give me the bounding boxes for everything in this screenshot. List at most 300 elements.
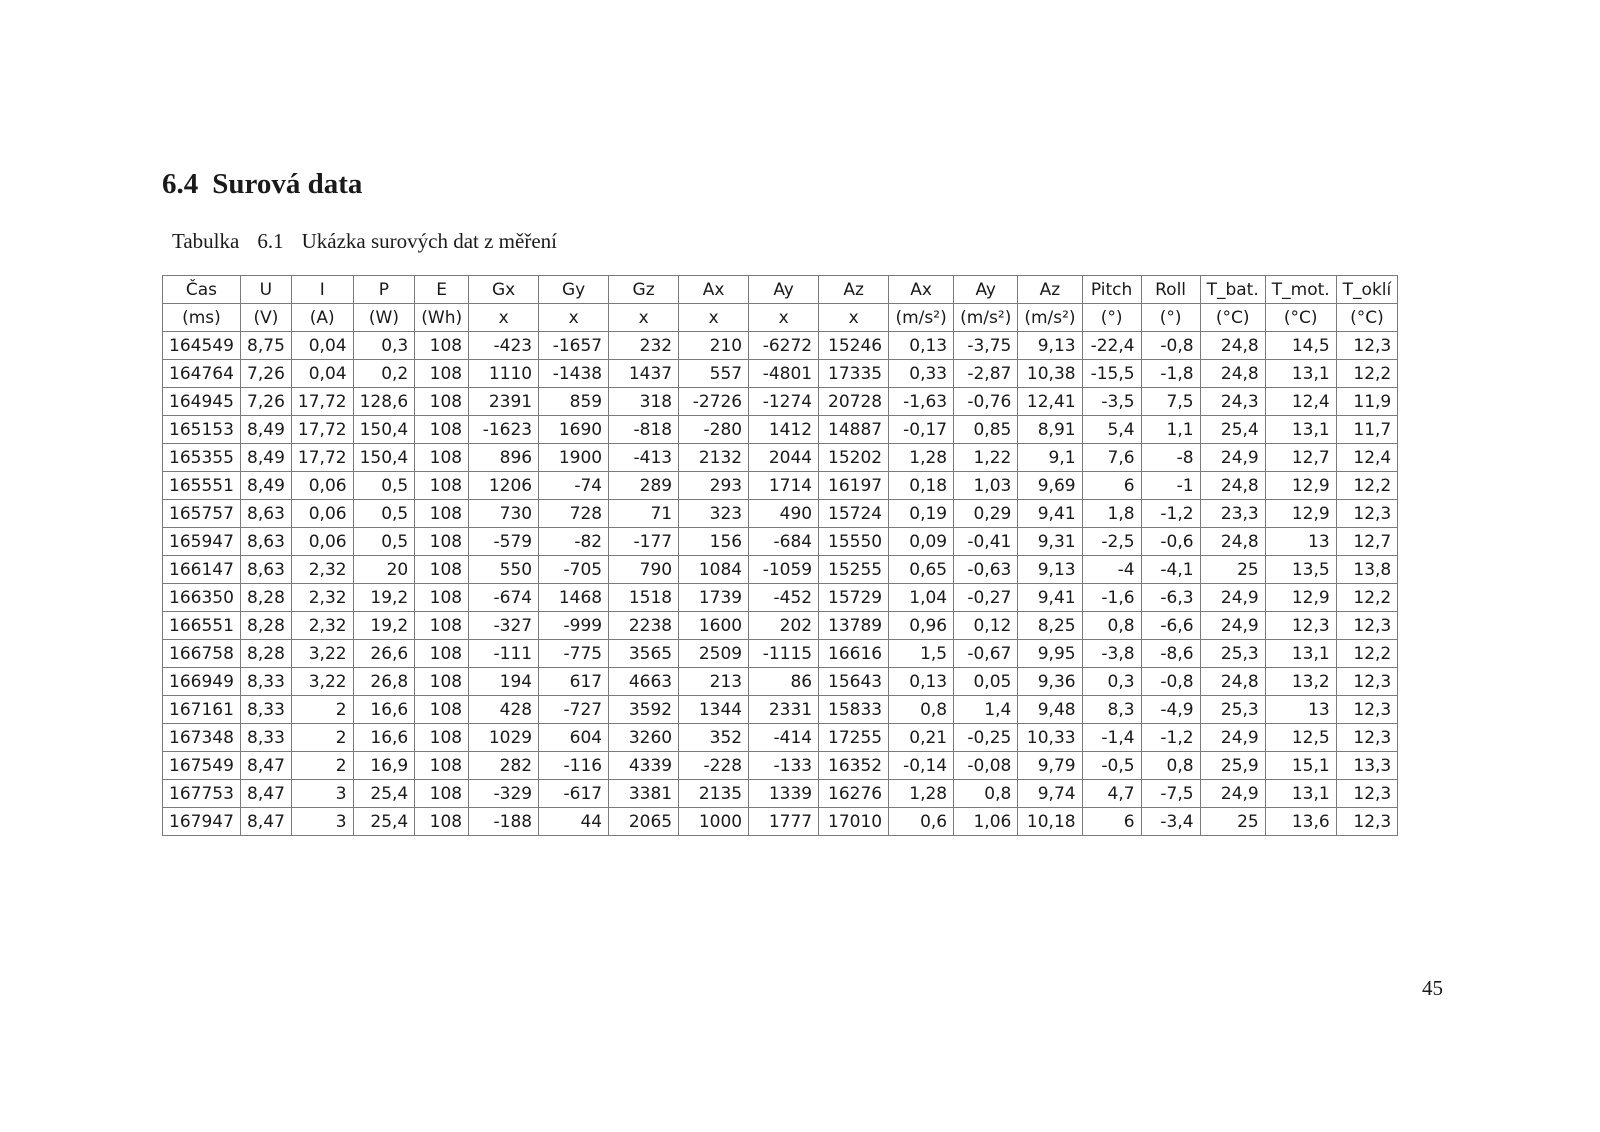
table-cell: 13,1: [1265, 360, 1336, 388]
table-cell: 165551: [163, 472, 241, 500]
table-cell: 1,4: [954, 696, 1018, 724]
table-cell: 293: [679, 472, 749, 500]
table-cell: 1,1: [1141, 416, 1200, 444]
table-cell: 15724: [819, 500, 889, 528]
table-cell: 1,28: [889, 444, 954, 472]
table-cell: 2238: [609, 612, 679, 640]
table-cell: -999: [539, 612, 609, 640]
table-cell: 108: [415, 472, 469, 500]
table-cell: -329: [469, 780, 539, 808]
table-cell: 17,72: [291, 416, 353, 444]
column-unit: x: [469, 304, 539, 332]
table-cell: -74: [539, 472, 609, 500]
table-cell: 86: [749, 668, 819, 696]
table-cell: 8,75: [240, 332, 291, 360]
table-cell: 1600: [679, 612, 749, 640]
table-cell: -280: [679, 416, 749, 444]
column-header: T_bat.: [1200, 276, 1265, 304]
table-cell: 490: [749, 500, 819, 528]
table-row: [163, 556, 1398, 584]
table-cell: 9,41: [1018, 500, 1082, 528]
table-row: [163, 416, 1398, 444]
table-cell: -1059: [749, 556, 819, 584]
table-cell: 0,65: [889, 556, 954, 584]
table-cell: 4339: [609, 752, 679, 780]
table-cell: 24,9: [1200, 724, 1265, 752]
table-cell: -8: [1141, 444, 1200, 472]
table-cell: 8,47: [240, 780, 291, 808]
table-cell: -579: [469, 528, 539, 556]
table-cell: 0,21: [889, 724, 954, 752]
table-cell: 9,74: [1018, 780, 1082, 808]
table-cell: -1623: [469, 416, 539, 444]
table-cell: 202: [749, 612, 819, 640]
table-cell: 352: [679, 724, 749, 752]
table-cell: 3381: [609, 780, 679, 808]
column-header: Gy: [539, 276, 609, 304]
table-cell: -414: [749, 724, 819, 752]
table-cell: 8,47: [240, 808, 291, 836]
table-cell: -6272: [749, 332, 819, 360]
table-cell: 108: [415, 500, 469, 528]
table-cell: 859: [539, 388, 609, 416]
table-cell: 213: [679, 668, 749, 696]
table-cell: 16,9: [353, 752, 415, 780]
column-header: Ax: [889, 276, 954, 304]
table-cell: 8,33: [240, 696, 291, 724]
table-cell: 108: [415, 752, 469, 780]
table-cell: 12,41: [1018, 388, 1082, 416]
table-cell: -413: [609, 444, 679, 472]
table-cell: 19,2: [353, 584, 415, 612]
table-cell: 1,22: [954, 444, 1018, 472]
table-cell: 8,33: [240, 668, 291, 696]
table-cell: -2726: [679, 388, 749, 416]
table-cell: 0,8: [1082, 612, 1141, 640]
table-cell: -228: [679, 752, 749, 780]
table-row: [163, 640, 1398, 668]
table-cell: 8,3: [1082, 696, 1141, 724]
table-cell: 10,18: [1018, 808, 1082, 836]
table-cell: 8,49: [240, 472, 291, 500]
table-cell: 12,2: [1336, 472, 1398, 500]
table-cell: -0,76: [954, 388, 1018, 416]
table-cell: 13,2: [1265, 668, 1336, 696]
table-cell: 12,5: [1265, 724, 1336, 752]
table-cell: 108: [415, 556, 469, 584]
table-cell: -0,25: [954, 724, 1018, 752]
table-cell: 24,8: [1200, 360, 1265, 388]
table-row: [163, 332, 1398, 360]
table-cell: 1206: [469, 472, 539, 500]
table-cell: 15550: [819, 528, 889, 556]
table-cell: 728: [539, 500, 609, 528]
table-cell: 13,1: [1265, 780, 1336, 808]
table-cell: 0,33: [889, 360, 954, 388]
table-cell: 24,9: [1200, 584, 1265, 612]
table-cell: 9,95: [1018, 640, 1082, 668]
table-cell: -1,6: [1082, 584, 1141, 612]
table-cell: 4,7: [1082, 780, 1141, 808]
table-cell: -0,6: [1141, 528, 1200, 556]
table-cell: 150,4: [353, 416, 415, 444]
table-cell: 0,04: [291, 360, 353, 388]
table-cell: 167753: [163, 780, 241, 808]
table-row: [163, 528, 1398, 556]
table-cell: 1,5: [889, 640, 954, 668]
column-unit: (m/s²): [954, 304, 1018, 332]
table-cell: -617: [539, 780, 609, 808]
table-cell: -705: [539, 556, 609, 584]
column-header: I: [291, 276, 353, 304]
table-cell: 17,72: [291, 444, 353, 472]
table-cell: 3,22: [291, 640, 353, 668]
table-cell: 9,48: [1018, 696, 1082, 724]
table-cell: 108: [415, 612, 469, 640]
table-cell: 15729: [819, 584, 889, 612]
table-row: [163, 724, 1398, 752]
table-cell: 5,4: [1082, 416, 1141, 444]
table-cell: 10,33: [1018, 724, 1082, 752]
column-unit: x: [679, 304, 749, 332]
page-number: 45: [1422, 976, 1443, 1000]
column-unit: (Wh): [415, 304, 469, 332]
table-cell: 15255: [819, 556, 889, 584]
column-unit: (°C): [1265, 304, 1336, 332]
table-cell: 8,25: [1018, 612, 1082, 640]
column-unit: x: [539, 304, 609, 332]
column-header: P: [353, 276, 415, 304]
table-cell: 2135: [679, 780, 749, 808]
table-cell: 0,3: [1082, 668, 1141, 696]
table-cell: -6,3: [1141, 584, 1200, 612]
table-cell: 165153: [163, 416, 241, 444]
table-row: [163, 472, 1398, 500]
table-cell: 13,5: [1265, 556, 1336, 584]
table-cell: 7,6: [1082, 444, 1141, 472]
table-cell: -15,5: [1082, 360, 1141, 388]
table-cell: 1,28: [889, 780, 954, 808]
table-cell: 2132: [679, 444, 749, 472]
table-cell: 108: [415, 332, 469, 360]
table-cell: 108: [415, 640, 469, 668]
table-cell: 3: [291, 808, 353, 836]
table-cell: 1,03: [954, 472, 1018, 500]
table-cell: 12,4: [1265, 388, 1336, 416]
table-cell: 232: [609, 332, 679, 360]
table-cell: 13,3: [1336, 752, 1398, 780]
table-cell: 4663: [609, 668, 679, 696]
table-cell: 12,4: [1336, 444, 1398, 472]
table-cell: 8,28: [240, 584, 291, 612]
table-cell: 0,04: [291, 332, 353, 360]
table-cell: -327: [469, 612, 539, 640]
table-cell: 24,8: [1200, 668, 1265, 696]
table-cell: 0,5: [353, 472, 415, 500]
table-cell: -188: [469, 808, 539, 836]
table-cell: 8,91: [1018, 416, 1082, 444]
table-cell: 6: [1082, 808, 1141, 836]
table-cell: 7,26: [240, 360, 291, 388]
table-cell: 16352: [819, 752, 889, 780]
table-cell: 156: [679, 528, 749, 556]
column-header: Pitch: [1082, 276, 1141, 304]
section-number: 6.4: [162, 168, 199, 200]
table-cell: 108: [415, 780, 469, 808]
table-cell: 318: [609, 388, 679, 416]
column-header: Ax: [679, 276, 749, 304]
table-row: [163, 808, 1398, 836]
table-cell: 13: [1265, 528, 1336, 556]
table-cell: -1,63: [889, 388, 954, 416]
table-cell: 12,9: [1265, 472, 1336, 500]
table-cell: 0,19: [889, 500, 954, 528]
table-cell: -684: [749, 528, 819, 556]
table-cell: 25: [1200, 556, 1265, 584]
table-cell: -1,4: [1082, 724, 1141, 752]
table-cell: 0,06: [291, 500, 353, 528]
table-cell: 9,31: [1018, 528, 1082, 556]
table-cell: 164549: [163, 332, 241, 360]
column-header: Ay: [749, 276, 819, 304]
table-cell: 2,32: [291, 584, 353, 612]
table-cell: 210: [679, 332, 749, 360]
table-cell: 23,3: [1200, 500, 1265, 528]
table-cell: 25,3: [1200, 640, 1265, 668]
table-cell: 1029: [469, 724, 539, 752]
table-cell: 150,4: [353, 444, 415, 472]
table-cell: 1110: [469, 360, 539, 388]
table-cell: -4,9: [1141, 696, 1200, 724]
table-cell: 557: [679, 360, 749, 388]
table-cell: 0,13: [889, 332, 954, 360]
table-cell: -0,17: [889, 416, 954, 444]
table-cell: 13789: [819, 612, 889, 640]
column-unit: (V): [240, 304, 291, 332]
table-cell: 1437: [609, 360, 679, 388]
table-cell: 164764: [163, 360, 241, 388]
table-cell: -818: [609, 416, 679, 444]
table-cell: 16616: [819, 640, 889, 668]
raw-data-table: [162, 275, 1398, 836]
table-cell: 166147: [163, 556, 241, 584]
table-cell: 15202: [819, 444, 889, 472]
table-cell: -423: [469, 332, 539, 360]
table-cell: 16197: [819, 472, 889, 500]
table-cell: 1412: [749, 416, 819, 444]
table-cell: 1000: [679, 808, 749, 836]
table-cell: 12,9: [1265, 584, 1336, 612]
table-cell: 164945: [163, 388, 241, 416]
table-cell: 24,8: [1200, 528, 1265, 556]
table-cell: 8,49: [240, 444, 291, 472]
table-cell: 0,5: [353, 528, 415, 556]
column-header: U: [240, 276, 291, 304]
table-cell: -1,2: [1141, 724, 1200, 752]
table-cell: 26,6: [353, 640, 415, 668]
table-cell: 12,3: [1336, 780, 1398, 808]
table-cell: 8,63: [240, 556, 291, 584]
column-unit: (°C): [1200, 304, 1265, 332]
table-caption: [172, 229, 557, 254]
table-cell: 15,1: [1265, 752, 1336, 780]
table-cell: 12,3: [1336, 808, 1398, 836]
table-cell: 14887: [819, 416, 889, 444]
table-cell: -0,8: [1141, 332, 1200, 360]
table-cell: 167161: [163, 696, 241, 724]
table-cell: 550: [469, 556, 539, 584]
table-cell: 1,04: [889, 584, 954, 612]
table-cell: 2391: [469, 388, 539, 416]
table-cell: -775: [539, 640, 609, 668]
column-header: Gz: [609, 276, 679, 304]
table-cell: 108: [415, 360, 469, 388]
table-cell: 7,26: [240, 388, 291, 416]
table-cell: -3,5: [1082, 388, 1141, 416]
table-cell: -4,1: [1141, 556, 1200, 584]
table-cell: 1468: [539, 584, 609, 612]
table-cell: 0,8: [1141, 752, 1200, 780]
table-cell: 3: [291, 780, 353, 808]
table-cell: 289: [609, 472, 679, 500]
column-unit: (m/s²): [1018, 304, 1082, 332]
table-cell: 108: [415, 444, 469, 472]
table-cell: 108: [415, 584, 469, 612]
table-cell: -0,67: [954, 640, 1018, 668]
table-cell: 108: [415, 808, 469, 836]
table-row: [163, 584, 1398, 612]
table-cell: 108: [415, 724, 469, 752]
column-unit: x: [609, 304, 679, 332]
table-cell: 1,06: [954, 808, 1018, 836]
table-cell: -1115: [749, 640, 819, 668]
section-heading: [162, 168, 362, 201]
table-row: [163, 360, 1398, 388]
table-cell: 12,3: [1336, 612, 1398, 640]
table-row: [163, 780, 1398, 808]
table-cell: 1084: [679, 556, 749, 584]
table-cell: -1657: [539, 332, 609, 360]
column-unit: (A): [291, 304, 353, 332]
table-cell: 12,3: [1336, 332, 1398, 360]
table-cell: 24,9: [1200, 780, 1265, 808]
table-cell: -3,8: [1082, 640, 1141, 668]
table-cell: 730: [469, 500, 539, 528]
table-cell: -116: [539, 752, 609, 780]
table-cell: 8,63: [240, 528, 291, 556]
table-cell: 12,9: [1265, 500, 1336, 528]
table-cell: 17,72: [291, 388, 353, 416]
table-row: [163, 752, 1398, 780]
table-cell: 108: [415, 416, 469, 444]
table-cell: 0,2: [353, 360, 415, 388]
table-cell: 9,69: [1018, 472, 1082, 500]
table-cell: 1,8: [1082, 500, 1141, 528]
table-cell: 6: [1082, 472, 1141, 500]
table-cell: 108: [415, 696, 469, 724]
column-unit: (°): [1141, 304, 1200, 332]
table-cell: 12,3: [1336, 668, 1398, 696]
table-cell: 1714: [749, 472, 819, 500]
table-cell: -0,08: [954, 752, 1018, 780]
table-cell: -0,8: [1141, 668, 1200, 696]
table-cell: 2: [291, 724, 353, 752]
table-cell: -0,63: [954, 556, 1018, 584]
table-cell: 0,96: [889, 612, 954, 640]
table-cell: 165757: [163, 500, 241, 528]
table-row: [163, 500, 1398, 528]
table-cell: -0,14: [889, 752, 954, 780]
column-unit: (ms): [163, 304, 241, 332]
table-cell: 3565: [609, 640, 679, 668]
table-cell: -133: [749, 752, 819, 780]
table-cell: 0,05: [954, 668, 1018, 696]
caption-text: Ukázka surových dat z měření: [301, 229, 557, 253]
column-header: E: [415, 276, 469, 304]
table-cell: 15643: [819, 668, 889, 696]
table-cell: 12,3: [1336, 500, 1398, 528]
table-cell: 13,8: [1336, 556, 1398, 584]
column-header: T_mot.: [1265, 276, 1336, 304]
table-cell: 20: [353, 556, 415, 584]
table-cell: 167348: [163, 724, 241, 752]
table-cell: -7,5: [1141, 780, 1200, 808]
table-cell: 8,47: [240, 752, 291, 780]
table-cell: -2,87: [954, 360, 1018, 388]
table-cell: 166551: [163, 612, 241, 640]
table-cell: 2044: [749, 444, 819, 472]
table-cell: 2,32: [291, 612, 353, 640]
table-cell: 108: [415, 388, 469, 416]
table-cell: 0,3: [353, 332, 415, 360]
table-cell: 19,2: [353, 612, 415, 640]
table-cell: 20728: [819, 388, 889, 416]
table-cell: 166949: [163, 668, 241, 696]
table-cell: 1339: [749, 780, 819, 808]
table-cell: 17255: [819, 724, 889, 752]
column-unit: x: [819, 304, 889, 332]
column-header: Az: [819, 276, 889, 304]
table-cell: 26,8: [353, 668, 415, 696]
table-cell: 1900: [539, 444, 609, 472]
table-cell: 0,29: [954, 500, 1018, 528]
table-cell: -1274: [749, 388, 819, 416]
table-cell: -727: [539, 696, 609, 724]
table-cell: 3260: [609, 724, 679, 752]
column-header: Gx: [469, 276, 539, 304]
table-cell: 17335: [819, 360, 889, 388]
table-cell: -3,75: [954, 332, 1018, 360]
table-cell: 8,33: [240, 724, 291, 752]
table-cell: 10,38: [1018, 360, 1082, 388]
column-header: T_oklí: [1336, 276, 1398, 304]
table-cell: -4: [1082, 556, 1141, 584]
table-cell: 13,1: [1265, 416, 1336, 444]
table-cell: 108: [415, 668, 469, 696]
table-cell: 3592: [609, 696, 679, 724]
column-unit: (m/s²): [889, 304, 954, 332]
table-cell: 25: [1200, 808, 1265, 836]
table-cell: 0,8: [889, 696, 954, 724]
table-cell: 7,5: [1141, 388, 1200, 416]
table-cell: 25,4: [353, 780, 415, 808]
table-cell: 3,22: [291, 668, 353, 696]
table-cell: 12,2: [1336, 584, 1398, 612]
table-cell: 12,3: [1265, 612, 1336, 640]
table-cell: 9,13: [1018, 556, 1082, 584]
table-cell: 167549: [163, 752, 241, 780]
table-cell: 24,9: [1200, 444, 1265, 472]
